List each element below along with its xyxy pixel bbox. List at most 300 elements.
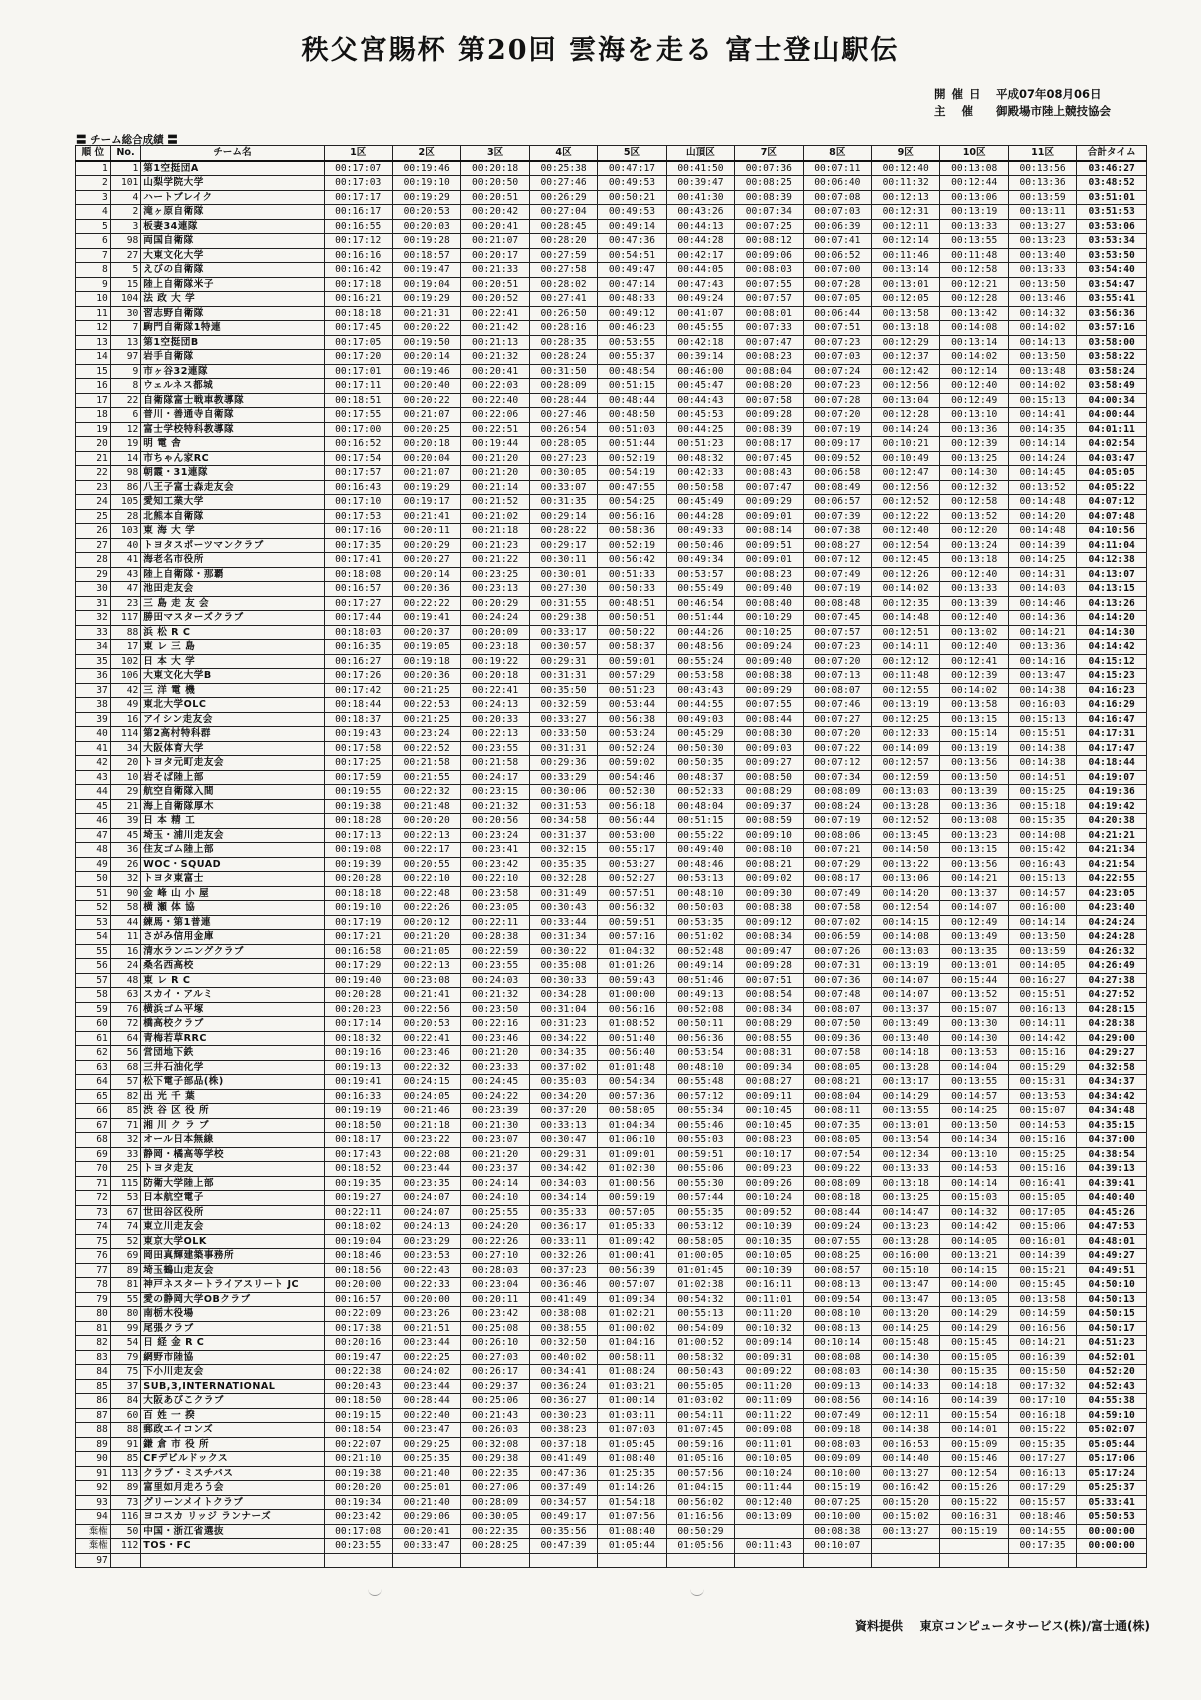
team-name-cell: 朝霞・31連隊 bbox=[141, 466, 324, 481]
leg-time-cell: 00:07:25 bbox=[803, 1495, 871, 1510]
section-title: 〓 チーム総合成績 〓 bbox=[76, 134, 178, 146]
bib-number-cell: 47 bbox=[110, 582, 141, 597]
leg-time-cell: 00:07:46 bbox=[803, 698, 871, 713]
leg-time-cell: 00:51:44 bbox=[666, 611, 734, 626]
leg-time-cell: 00:13:06 bbox=[872, 872, 940, 887]
leg-time-cell: 00:13:27 bbox=[1008, 219, 1076, 234]
rank-cell: 31 bbox=[76, 596, 111, 611]
leg-time-cell: 00:23:37 bbox=[461, 1162, 529, 1177]
leg-time-cell: 00:48:04 bbox=[666, 799, 734, 814]
leg-time-cell: 00:29:31 bbox=[529, 1147, 597, 1162]
leg-time-cell: 00:21:14 bbox=[461, 480, 529, 495]
leg-time-cell: 00:24:22 bbox=[461, 1089, 529, 1104]
leg-time-cell: 00:16:18 bbox=[1008, 1408, 1076, 1423]
leg-time-cell: 00:13:36 bbox=[1008, 176, 1076, 191]
total-time-cell: 04:00:44 bbox=[1077, 408, 1147, 423]
leg-time-cell: 00:12:25 bbox=[872, 712, 940, 727]
leg-time-cell: 00:29:38 bbox=[529, 611, 597, 626]
leg-time-cell: 00:55:49 bbox=[666, 582, 734, 597]
leg-time-cell: 00:52:30 bbox=[598, 785, 666, 800]
team-name-cell: 愛知工業大学 bbox=[141, 495, 324, 510]
leg-time-cell: 00:20:41 bbox=[461, 219, 529, 234]
table-row bbox=[76, 1423, 1147, 1438]
bib-number-cell: 32 bbox=[110, 1133, 141, 1148]
leg-time-cell: 00:59:02 bbox=[598, 756, 666, 771]
leg-time-cell: 00:13:02 bbox=[940, 625, 1008, 640]
leg-time-cell: 00:29:36 bbox=[529, 756, 597, 771]
leg-time-cell: 00:24:02 bbox=[392, 1365, 460, 1380]
total-time-cell: 04:05:05 bbox=[1077, 466, 1147, 481]
team-name-cell: 清水ランニングクラブ bbox=[141, 944, 324, 959]
leg-time-cell bbox=[803, 1553, 871, 1568]
team-name-cell: さがみ信用金庫 bbox=[141, 930, 324, 945]
bib-number-cell: 28 bbox=[110, 509, 141, 524]
leg-time-cell: 00:17:01 bbox=[324, 364, 392, 379]
leg-time-cell: 00:13:40 bbox=[872, 1031, 940, 1046]
leg-time-cell: 00:17:12 bbox=[324, 234, 392, 249]
bib-number-cell: 117 bbox=[110, 611, 141, 626]
leg-time-cell: 00:24:07 bbox=[392, 1191, 460, 1206]
rank-cell: 88 bbox=[76, 1423, 111, 1438]
leg-time-cell: 00:21:42 bbox=[461, 321, 529, 336]
leg-time-cell: 00:07:23 bbox=[803, 335, 871, 350]
rank-cell: 51 bbox=[76, 886, 111, 901]
leg-time-cell: 00:15:22 bbox=[940, 1495, 1008, 1510]
rank-cell: 20 bbox=[76, 437, 111, 452]
leg-time-cell: 00:07:35 bbox=[803, 1118, 871, 1133]
rank-cell: 76 bbox=[76, 1249, 111, 1264]
table-row bbox=[76, 379, 1147, 394]
leg-time-cell: 00:08:34 bbox=[735, 1002, 803, 1017]
total-time-cell: 03:58:24 bbox=[1077, 364, 1147, 379]
bib-number-cell: 2 bbox=[110, 205, 141, 220]
rank-cell: 2 bbox=[76, 176, 111, 191]
leg-time-cell: 00:07:36 bbox=[803, 973, 871, 988]
leg-time-cell: 00:33:17 bbox=[529, 625, 597, 640]
leg-time-cell: 00:09:18 bbox=[803, 1423, 871, 1438]
leg-time-cell: 00:19:46 bbox=[392, 161, 460, 176]
rank-cell: 5 bbox=[76, 219, 111, 234]
leg-time-cell: 00:12:41 bbox=[940, 654, 1008, 669]
leg-time-cell: 00:13:37 bbox=[872, 1002, 940, 1017]
leg-time-cell: 00:37:49 bbox=[529, 1481, 597, 1496]
total-time-cell: 04:21:34 bbox=[1077, 843, 1147, 858]
leg-time-cell: 00:08:06 bbox=[803, 828, 871, 843]
leg-time-cell: 00:38:23 bbox=[529, 1423, 597, 1438]
leg-time-cell: 00:09:51 bbox=[735, 538, 803, 553]
leg-time-cell: 00:15:16 bbox=[1008, 1162, 1076, 1177]
table-row bbox=[76, 567, 1147, 582]
leg-time-cell: 00:13:50 bbox=[1008, 350, 1076, 365]
leg-time-cell: 00:23:05 bbox=[461, 901, 529, 916]
team-name-cell: 富里如月走ろう会 bbox=[141, 1481, 324, 1496]
table-row bbox=[76, 277, 1147, 292]
total-time-cell: 04:49:51 bbox=[1077, 1263, 1147, 1278]
total-time-cell: 03:58:22 bbox=[1077, 350, 1147, 365]
leg-time-cell: 00:13:33 bbox=[872, 1162, 940, 1177]
leg-time-cell: 00:33:13 bbox=[529, 1118, 597, 1133]
leg-time-cell: 00:11:46 bbox=[872, 248, 940, 263]
table-row bbox=[76, 161, 1147, 176]
leg-time-cell: 00:20:36 bbox=[392, 669, 460, 684]
leg-time-cell: 00:25:38 bbox=[529, 161, 597, 176]
bib-number-cell: 115 bbox=[110, 1176, 141, 1191]
leg-time-cell: 00:08:10 bbox=[735, 843, 803, 858]
rank-cell: 52 bbox=[76, 901, 111, 916]
rank-cell: 42 bbox=[76, 756, 111, 771]
total-time-cell: 04:17:31 bbox=[1077, 727, 1147, 742]
leg-time-cell: 00:21:40 bbox=[392, 1495, 460, 1510]
leg-time-cell: 00:59:19 bbox=[598, 1191, 666, 1206]
leg-time-cell: 00:20:51 bbox=[461, 277, 529, 292]
leg-time-cell: 00:08:56 bbox=[803, 1394, 871, 1409]
leg-time-cell: 00:12:35 bbox=[872, 596, 940, 611]
leg-time-cell: 00:08:39 bbox=[735, 422, 803, 437]
leg-time-cell: 00:19:43 bbox=[324, 727, 392, 742]
leg-time-cell: 00:19:35 bbox=[324, 1176, 392, 1191]
leg-time-cell: 00:39:14 bbox=[666, 350, 734, 365]
rank-cell: 34 bbox=[76, 640, 111, 655]
leg-time-cell: 00:31:34 bbox=[529, 930, 597, 945]
leg-time-cell: 00:12:28 bbox=[940, 292, 1008, 307]
leg-time-cell: 00:54:11 bbox=[666, 1408, 734, 1423]
leg-time-cell: 00:12:40 bbox=[940, 567, 1008, 582]
leg-time-cell: 00:21:10 bbox=[324, 1452, 392, 1467]
total-time-cell: 03:54:47 bbox=[1077, 277, 1147, 292]
leg-time-cell: 00:13:53 bbox=[940, 1046, 1008, 1061]
leg-time-cell: 00:13:46 bbox=[1008, 292, 1076, 307]
leg-time-cell: 00:19:41 bbox=[324, 1075, 392, 1090]
leg-time-cell: 00:27:58 bbox=[529, 263, 597, 278]
leg-time-cell: 00:08:12 bbox=[735, 234, 803, 249]
total-time-cell: 04:23:40 bbox=[1077, 901, 1147, 916]
rank-cell: 66 bbox=[76, 1104, 111, 1119]
leg-time-cell: 00:19:44 bbox=[461, 437, 529, 452]
leg-time-cell: 00:21:20 bbox=[461, 1147, 529, 1162]
leg-time-cell: 00:13:25 bbox=[940, 451, 1008, 466]
team-name-cell: 金 峰 山 小 屋 bbox=[141, 886, 324, 901]
table-row bbox=[76, 1524, 1147, 1539]
leg-time-cell: 00:14:07 bbox=[872, 988, 940, 1003]
leg-time-cell: 00:47:43 bbox=[666, 277, 734, 292]
team-name-cell: 尾張クラブ bbox=[141, 1321, 324, 1336]
leg-time-cell: 00:51:46 bbox=[666, 973, 734, 988]
leg-time-cell: 00:14:21 bbox=[1008, 1336, 1076, 1351]
leg-time-cell: 00:18:18 bbox=[324, 306, 392, 321]
leg-time-cell: 00:32:28 bbox=[529, 872, 597, 887]
leg-time-cell: 01:00:52 bbox=[666, 1336, 734, 1351]
rank-cell: 77 bbox=[76, 1263, 111, 1278]
leg-time-cell: 00:13:06 bbox=[940, 190, 1008, 205]
team-name-cell: 海老名市役所 bbox=[141, 553, 324, 568]
leg-time-cell: 00:08:13 bbox=[803, 1321, 871, 1336]
leg-time-cell: 00:08:38 bbox=[735, 669, 803, 684]
leg-time-cell: 00:09:13 bbox=[803, 1379, 871, 1394]
leg-time-cell: 00:13:05 bbox=[940, 1292, 1008, 1307]
bib-number-cell: 25 bbox=[110, 1162, 141, 1177]
table-row bbox=[76, 1234, 1147, 1249]
leg-time-cell: 00:13:22 bbox=[872, 857, 940, 872]
team-name-cell: 三井石油化学 bbox=[141, 1060, 324, 1075]
leg-time-cell: 00:20:50 bbox=[461, 176, 529, 191]
leg-time-cell: 00:09:02 bbox=[735, 872, 803, 887]
leg-time-cell: 00:22:13 bbox=[461, 727, 529, 742]
table-row bbox=[76, 335, 1147, 350]
leg-time-cell: 00:53:27 bbox=[598, 857, 666, 872]
rank-cell: 74 bbox=[76, 1220, 111, 1235]
team-name-cell: 習志野自衛隊 bbox=[141, 306, 324, 321]
leg-time-cell: 00:20:18 bbox=[461, 669, 529, 684]
leg-time-cell: 00:10:35 bbox=[735, 1234, 803, 1249]
team-name-cell: 世田谷区役所 bbox=[141, 1205, 324, 1220]
leg-time-cell: 00:21:33 bbox=[461, 263, 529, 278]
leg-time-cell: 00:15:45 bbox=[1008, 1278, 1076, 1293]
leg-time-cell: 00:07:39 bbox=[803, 509, 871, 524]
leg-time-cell: 00:12:32 bbox=[940, 480, 1008, 495]
leg-time-cell: 00:15:21 bbox=[1008, 1263, 1076, 1278]
rank-cell: 47 bbox=[76, 828, 111, 843]
leg-time-cell: 00:14:14 bbox=[940, 1176, 1008, 1191]
leg-time-cell: 00:49:24 bbox=[666, 292, 734, 307]
leg-time-cell: 00:55:22 bbox=[666, 828, 734, 843]
leg-time-cell: 00:49:12 bbox=[598, 306, 666, 321]
leg-time-cell: 00:14:13 bbox=[1008, 335, 1076, 350]
total-time-cell: 04:35:15 bbox=[1077, 1118, 1147, 1133]
leg-time-cell: 00:13:19 bbox=[940, 741, 1008, 756]
leg-time-cell: 00:18:32 bbox=[324, 1031, 392, 1046]
leg-time-cell: 00:53:00 bbox=[598, 828, 666, 843]
leg-time-cell: 00:08:25 bbox=[735, 176, 803, 191]
bib-number-cell: 85 bbox=[110, 1452, 141, 1467]
leg-time-cell: 01:05:45 bbox=[598, 1437, 666, 1452]
leg-time-cell: 00:42:18 bbox=[666, 335, 734, 350]
leg-time-cell: 00:50:22 bbox=[598, 625, 666, 640]
table-row bbox=[76, 1292, 1147, 1307]
leg-time-cell: 00:48:51 bbox=[598, 596, 666, 611]
leg-time-cell: 00:51:15 bbox=[666, 814, 734, 829]
leg-time-cell: 01:03:21 bbox=[598, 1379, 666, 1394]
rank-cell: 16 bbox=[76, 379, 111, 394]
leg-time-cell: 00:12:52 bbox=[872, 814, 940, 829]
leg-time-cell: 00:23:50 bbox=[461, 1002, 529, 1017]
leg-time-cell: 00:51:23 bbox=[598, 683, 666, 698]
total-time-cell: 03:53:50 bbox=[1077, 248, 1147, 263]
table-row bbox=[76, 886, 1147, 901]
table-row bbox=[76, 988, 1147, 1003]
bib-number-cell: 75 bbox=[110, 1365, 141, 1380]
leg-time-cell: 01:02:38 bbox=[666, 1278, 734, 1293]
team-name-cell: 埼玉鶴山走友会 bbox=[141, 1263, 324, 1278]
bib-number-cell: 7 bbox=[110, 321, 141, 336]
leg-time-cell: 00:58:05 bbox=[666, 1234, 734, 1249]
leg-time-cell: 00:23:13 bbox=[461, 582, 529, 597]
leg-time-cell: 00:18:50 bbox=[324, 1394, 392, 1409]
total-time-cell: 03:53:06 bbox=[1077, 219, 1147, 234]
leg-time-cell: 00:49:53 bbox=[598, 176, 666, 191]
leg-time-cell: 00:31:55 bbox=[529, 596, 597, 611]
leg-time-cell: 00:09:11 bbox=[735, 1089, 803, 1104]
leg-time-cell: 00:30:11 bbox=[529, 553, 597, 568]
leg-time-cell: 00:07:55 bbox=[803, 1234, 871, 1249]
leg-time-cell: 00:30:47 bbox=[529, 1133, 597, 1148]
table-row bbox=[76, 1379, 1147, 1394]
leg-time-cell: 00:46:23 bbox=[598, 321, 666, 336]
table-row bbox=[76, 1466, 1147, 1481]
leg-time-cell: 00:17:10 bbox=[324, 495, 392, 510]
total-time-cell: 04:26:32 bbox=[1077, 944, 1147, 959]
leg-time-cell: 00:17:42 bbox=[324, 683, 392, 698]
leg-time-cell: 00:16:16 bbox=[324, 248, 392, 263]
leg-time-cell: 00:25:06 bbox=[461, 1394, 529, 1409]
leg-time-cell: 01:01:48 bbox=[598, 1060, 666, 1075]
leg-time-cell: 00:45:53 bbox=[666, 408, 734, 423]
rank-cell: 59 bbox=[76, 1002, 111, 1017]
leg-time-cell: 00:17:10 bbox=[1008, 1394, 1076, 1409]
leg-time-cell: 00:14:48 bbox=[872, 611, 940, 626]
column-header: 9区 bbox=[872, 146, 940, 161]
table-row bbox=[76, 364, 1147, 379]
leg-time-cell: 00:57:29 bbox=[598, 669, 666, 684]
bib-number-cell: 64 bbox=[110, 1031, 141, 1046]
leg-time-cell: 00:24:14 bbox=[461, 1176, 529, 1191]
leg-time-cell: 00:08:50 bbox=[735, 770, 803, 785]
leg-time-cell: 00:07:38 bbox=[803, 524, 871, 539]
leg-time-cell: 00:57:12 bbox=[666, 1089, 734, 1104]
leg-time-cell: 00:09:52 bbox=[803, 451, 871, 466]
leg-time-cell: 00:13:08 bbox=[940, 161, 1008, 176]
leg-time-cell: 00:07:23 bbox=[803, 379, 871, 394]
rank-cell: 13 bbox=[76, 335, 111, 350]
leg-time-cell: 00:08:17 bbox=[735, 437, 803, 452]
leg-time-cell: 00:08:44 bbox=[803, 1205, 871, 1220]
table-row bbox=[76, 712, 1147, 727]
leg-time-cell: 00:30:23 bbox=[529, 1408, 597, 1423]
leg-time-cell: 00:13:28 bbox=[872, 1060, 940, 1075]
leg-time-cell: 00:23:41 bbox=[461, 843, 529, 858]
leg-time-cell: 00:23:26 bbox=[392, 1307, 460, 1322]
leg-time-cell: 00:22:13 bbox=[392, 828, 460, 843]
leg-time-cell: 00:07:13 bbox=[803, 669, 871, 684]
leg-time-cell: 00:21:20 bbox=[461, 466, 529, 481]
table-row bbox=[76, 1263, 1147, 1278]
leg-time-cell: 00:32:08 bbox=[461, 1437, 529, 1452]
total-time-cell: 04:19:36 bbox=[1077, 785, 1147, 800]
leg-time-cell: 00:17:59 bbox=[324, 770, 392, 785]
team-name-cell: 静岡・橘高等学校 bbox=[141, 1147, 324, 1162]
leg-time-cell: 00:17:41 bbox=[324, 553, 392, 568]
rank-cell: 48 bbox=[76, 843, 111, 858]
rank-cell: 83 bbox=[76, 1350, 111, 1365]
leg-time-cell: 00:52:19 bbox=[598, 451, 666, 466]
total-time-cell: 04:19:07 bbox=[1077, 770, 1147, 785]
leg-time-cell: 00:07:47 bbox=[735, 335, 803, 350]
leg-time-cell: 00:13:36 bbox=[1008, 640, 1076, 655]
leg-time-cell: 00:21:41 bbox=[392, 509, 460, 524]
table-row bbox=[76, 1205, 1147, 1220]
leg-time-cell: 00:23:53 bbox=[392, 1249, 460, 1264]
leg-time-cell: 00:09:40 bbox=[735, 654, 803, 669]
leg-time-cell: 00:57:56 bbox=[666, 1466, 734, 1481]
leg-time-cell: 00:08:09 bbox=[803, 1176, 871, 1191]
leg-time-cell: 00:13:50 bbox=[1008, 930, 1076, 945]
table-row bbox=[76, 930, 1147, 945]
leg-time-cell: 00:51:44 bbox=[598, 437, 666, 452]
leg-time-cell: 00:14:18 bbox=[940, 1379, 1008, 1394]
leg-time-cell: 00:20:16 bbox=[324, 1336, 392, 1351]
leg-time-cell: 00:21:25 bbox=[392, 683, 460, 698]
bib-number-cell: 55 bbox=[110, 1292, 141, 1307]
leg-time-cell: 00:17:08 bbox=[324, 1524, 392, 1539]
leg-time-cell: 00:07:20 bbox=[803, 727, 871, 742]
leg-time-cell: 00:27:46 bbox=[529, 408, 597, 423]
leg-time-cell: 00:21:32 bbox=[461, 988, 529, 1003]
leg-time-cell: 01:08:40 bbox=[598, 1452, 666, 1467]
table-row bbox=[76, 350, 1147, 365]
leg-time-cell: 00:34:41 bbox=[529, 1365, 597, 1380]
leg-time-cell: 00:22:59 bbox=[461, 944, 529, 959]
leg-time-cell: 00:13:52 bbox=[1008, 480, 1076, 495]
leg-time-cell: 00:24:10 bbox=[461, 1191, 529, 1206]
column-header: 5区 bbox=[598, 146, 666, 161]
team-name-cell: オール日本無線 bbox=[141, 1133, 324, 1148]
bib-number-cell: 81 bbox=[110, 1278, 141, 1293]
rank-cell: 79 bbox=[76, 1292, 111, 1307]
leg-time-cell: 00:15:10 bbox=[872, 1263, 940, 1278]
leg-time-cell: 00:12:37 bbox=[872, 350, 940, 365]
leg-time-cell: 00:10:39 bbox=[735, 1220, 803, 1235]
team-name-cell: 岩そば陸上部 bbox=[141, 770, 324, 785]
leg-time-cell: 00:51:33 bbox=[598, 567, 666, 582]
leg-time-cell: 00:07:08 bbox=[803, 190, 871, 205]
leg-time-cell: 00:19:39 bbox=[324, 857, 392, 872]
leg-time-cell: 00:19:15 bbox=[324, 1408, 392, 1423]
leg-time-cell: 00:06:59 bbox=[803, 930, 871, 945]
bib-number-cell: 91 bbox=[110, 1437, 141, 1452]
leg-time-cell: 00:20:14 bbox=[392, 350, 460, 365]
rank-cell: 86 bbox=[76, 1394, 111, 1409]
leg-time-cell: 00:24:13 bbox=[392, 1220, 460, 1235]
table-row bbox=[76, 654, 1147, 669]
leg-time-cell: 00:07:22 bbox=[803, 741, 871, 756]
column-header: 3区 bbox=[461, 146, 529, 161]
leg-time-cell: 00:53:55 bbox=[598, 335, 666, 350]
leg-time-cell: 00:23:55 bbox=[461, 741, 529, 756]
leg-time-cell: 00:17:55 bbox=[324, 408, 392, 423]
table-row bbox=[76, 176, 1147, 191]
team-name-cell: トヨタ東富士 bbox=[141, 872, 324, 887]
total-time-cell: 03:54:40 bbox=[1077, 263, 1147, 278]
leg-time-cell: 00:16:13 bbox=[1008, 1466, 1076, 1481]
leg-time-cell: 00:48:50 bbox=[598, 408, 666, 423]
leg-time-cell: 00:22:22 bbox=[392, 596, 460, 611]
leg-time-cell: 00:35:33 bbox=[529, 1205, 597, 1220]
leg-time-cell: 00:56:16 bbox=[598, 1002, 666, 1017]
leg-time-cell: 00:08:09 bbox=[803, 785, 871, 800]
total-time-cell: 04:21:21 bbox=[1077, 828, 1147, 843]
leg-time-cell: 00:13:42 bbox=[940, 306, 1008, 321]
leg-time-cell: 00:17:05 bbox=[1008, 1205, 1076, 1220]
bib-number-cell: 30 bbox=[110, 306, 141, 321]
leg-time-cell: 00:17:29 bbox=[324, 959, 392, 974]
leg-time-cell: 00:17:54 bbox=[324, 451, 392, 466]
leg-time-cell: 00:42:33 bbox=[666, 466, 734, 481]
leg-time-cell: 00:17:00 bbox=[324, 422, 392, 437]
leg-time-cell: 00:12:28 bbox=[872, 408, 940, 423]
rank-cell: 8 bbox=[76, 263, 111, 278]
bib-number-cell: 33 bbox=[110, 1147, 141, 1162]
leg-time-cell: 00:09:34 bbox=[735, 1060, 803, 1075]
table-body bbox=[76, 161, 1147, 1568]
